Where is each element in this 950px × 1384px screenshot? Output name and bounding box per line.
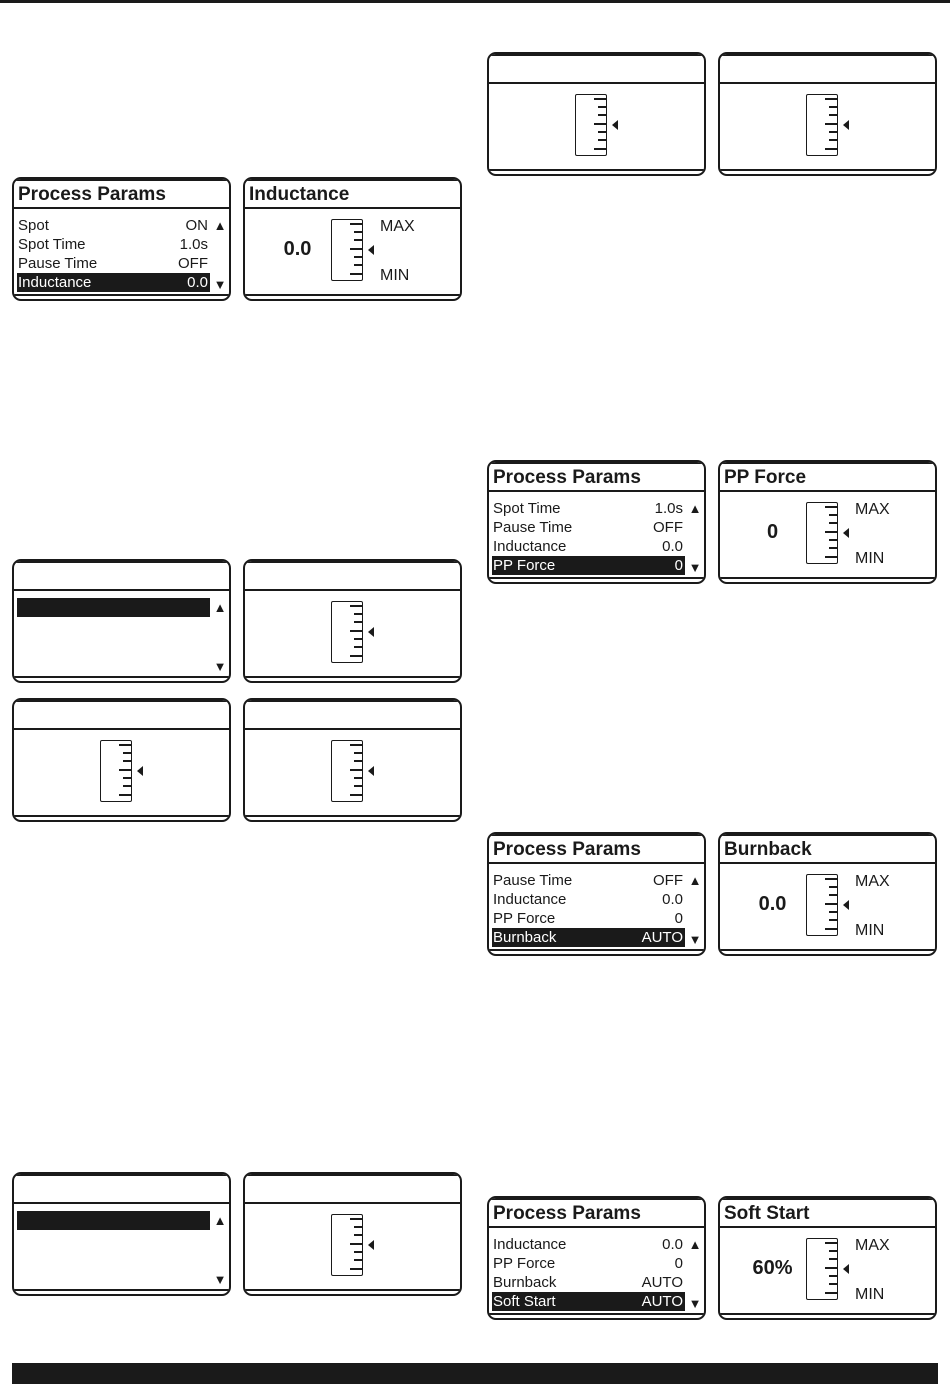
screen-title-empty — [14, 565, 229, 591]
pointer-triangle-icon — [843, 1264, 849, 1274]
process-params-screen — [487, 832, 706, 956]
scale-tick — [350, 769, 362, 771]
screen-title-empty — [14, 1178, 229, 1204]
param-label: Inductance — [493, 538, 567, 555]
scale-tick — [354, 785, 362, 787]
param-value: 1.0s — [179, 236, 208, 253]
screen-title: Process Params — [14, 183, 229, 209]
param-row — [492, 518, 685, 537]
scale-tick — [350, 655, 362, 657]
param-row — [17, 216, 210, 235]
current-value: 0.0 — [758, 893, 787, 915]
scale-tick — [825, 531, 837, 533]
screen-title: Process Params — [489, 466, 704, 492]
process-params-screen — [487, 1196, 706, 1320]
value-dial-screen — [718, 460, 937, 584]
screen-title: PP Force — [720, 466, 935, 492]
scale-tick — [829, 106, 837, 108]
screen-title: Soft Start — [720, 1202, 935, 1228]
down-triangle-icon: ▼ — [213, 277, 227, 292]
param-row-selected — [492, 556, 685, 575]
scale-tick — [825, 148, 837, 150]
value-dial-screen — [718, 1196, 937, 1320]
scale-gauge — [806, 874, 838, 936]
param-value: AUTO — [641, 1293, 683, 1310]
scale-tick — [354, 646, 362, 648]
param-label: Burnback — [493, 1274, 557, 1291]
blank-dial-screen — [718, 52, 937, 176]
scale-tick — [825, 1242, 837, 1244]
top-rule — [0, 0, 950, 3]
param-value: AUTO — [641, 1274, 683, 1291]
scale-tick — [598, 106, 606, 108]
scale-gauge — [331, 219, 363, 281]
param-value: 0 — [674, 910, 683, 927]
param-row — [492, 909, 685, 928]
scale-gauge — [806, 1238, 838, 1300]
scale-gauge — [100, 740, 132, 802]
screen-title-empty — [720, 58, 935, 84]
scale-tick — [354, 1259, 362, 1261]
scale-tick — [829, 1258, 837, 1260]
param-label: Pause Time — [18, 255, 98, 272]
scale-tick — [829, 139, 837, 141]
scale-tick — [354, 1234, 362, 1236]
param-value: OFF — [653, 872, 683, 889]
down-triangle-icon: ▼ — [688, 932, 702, 947]
blank-dial-screen — [487, 52, 706, 176]
scale-tick — [829, 514, 837, 516]
scale-tick — [598, 114, 606, 116]
scale-tick — [829, 547, 837, 549]
param-row — [17, 235, 210, 254]
scale-tick — [825, 1267, 837, 1269]
scale-tick — [829, 114, 837, 116]
param-label: Spot — [18, 217, 49, 234]
pointer-triangle-icon — [368, 766, 374, 776]
param-value: 0.0 — [662, 538, 683, 555]
scale-tick — [354, 231, 362, 233]
scale-tick — [594, 98, 606, 100]
process-params-screen — [487, 460, 706, 584]
scale-gauge — [806, 94, 838, 156]
scale-tick — [825, 903, 837, 905]
screen-title-empty — [245, 1178, 460, 1204]
screen-title: Process Params — [489, 838, 704, 864]
scale-gauge — [331, 1214, 363, 1276]
scale-tick — [354, 760, 362, 762]
pointer-triangle-icon — [843, 900, 849, 910]
scale-tick — [829, 911, 837, 913]
scale-tick — [594, 148, 606, 150]
param-row — [492, 1235, 685, 1254]
scale-tick — [354, 239, 362, 241]
up-triangle-icon: ▲ — [213, 1213, 227, 1228]
param-label: Burnback — [493, 929, 557, 946]
param-value: OFF — [653, 519, 683, 536]
scale-tick — [829, 1250, 837, 1252]
param-value: 0 — [674, 1255, 683, 1272]
param-value: 1.0s — [654, 500, 683, 517]
scale-tick — [354, 1251, 362, 1253]
param-row-selected — [17, 598, 210, 617]
blank-list-screen — [12, 559, 231, 683]
scale-tick — [829, 1283, 837, 1285]
param-row-selected — [17, 273, 210, 292]
scale-tick — [354, 638, 362, 640]
scale-tick — [350, 248, 362, 250]
param-value: 0.0 — [187, 274, 208, 291]
scale-tick — [350, 630, 362, 632]
down-triangle-icon: ▼ — [213, 1272, 227, 1287]
pointer-triangle-icon — [612, 120, 618, 130]
max-label: MAX — [855, 873, 890, 890]
scale-tick — [350, 1243, 362, 1245]
scale-tick — [350, 1268, 362, 1270]
min-label: MIN — [380, 267, 410, 284]
scale-tick — [354, 1226, 362, 1228]
param-value: 0.0 — [662, 1236, 683, 1253]
scale-tick — [829, 539, 837, 541]
max-label: MAX — [855, 501, 890, 518]
screen-title: Process Params — [489, 1202, 704, 1228]
current-value: 0 — [766, 521, 779, 543]
down-triangle-icon: ▼ — [688, 560, 702, 575]
param-label: PP Force — [493, 1255, 556, 1272]
param-value: ON — [185, 217, 208, 234]
scale-tick — [123, 785, 131, 787]
param-row — [492, 871, 685, 890]
scale-tick — [354, 264, 362, 266]
scale-tick — [825, 928, 837, 930]
current-value: 60% — [752, 1257, 793, 1279]
scale-tick — [354, 256, 362, 258]
scale-tick — [350, 1218, 362, 1220]
param-row — [492, 1254, 685, 1273]
screen-title-empty — [489, 58, 704, 84]
pointer-triangle-icon — [368, 1240, 374, 1250]
screen-title-empty — [245, 704, 460, 730]
current-value: 0.0 — [283, 238, 312, 260]
scale-tick — [825, 98, 837, 100]
blank-dial-screen — [243, 1172, 462, 1296]
param-label: Pause Time — [493, 519, 573, 536]
pointer-triangle-icon — [137, 766, 143, 776]
up-triangle-icon: ▲ — [213, 600, 227, 615]
scale-tick — [825, 506, 837, 508]
param-value: 0 — [674, 557, 683, 574]
up-triangle-icon: ▲ — [688, 1237, 702, 1252]
scale-tick — [829, 894, 837, 896]
scale-tick — [825, 123, 837, 125]
scale-tick — [829, 131, 837, 133]
scale-tick — [594, 123, 606, 125]
param-label: Inductance — [493, 891, 567, 908]
param-row — [492, 890, 685, 909]
scale-gauge — [331, 740, 363, 802]
scale-gauge — [575, 94, 607, 156]
min-label: MIN — [855, 922, 885, 939]
min-label: MIN — [855, 1286, 885, 1303]
scale-tick — [350, 273, 362, 275]
scale-tick — [354, 752, 362, 754]
param-label: Inductance — [493, 1236, 567, 1253]
footer-bar — [12, 1363, 938, 1384]
param-row — [17, 254, 210, 273]
scale-tick — [119, 744, 131, 746]
scale-tick — [119, 769, 131, 771]
blank-dial-screen — [243, 559, 462, 683]
param-row — [492, 1273, 685, 1292]
scale-tick — [123, 760, 131, 762]
param-value: OFF — [178, 255, 208, 272]
value-dial-screen — [718, 832, 937, 956]
scale-tick — [350, 605, 362, 607]
scale-tick — [825, 1292, 837, 1294]
param-row-selected — [17, 1211, 210, 1230]
value-dial-screen — [243, 177, 462, 301]
param-label: Pause Time — [493, 872, 573, 889]
scale-tick — [123, 752, 131, 754]
scale-tick — [829, 919, 837, 921]
scale-tick — [354, 621, 362, 623]
down-triangle-icon: ▼ — [688, 1296, 702, 1311]
param-row-selected — [492, 928, 685, 947]
param-row-selected — [492, 1292, 685, 1311]
scale-tick — [598, 139, 606, 141]
blank-dial-screen — [243, 698, 462, 822]
scale-tick — [825, 878, 837, 880]
scale-gauge — [806, 502, 838, 564]
max-label: MAX — [855, 1237, 890, 1254]
param-value: AUTO — [641, 929, 683, 946]
min-label: MIN — [855, 550, 885, 567]
param-row — [492, 499, 685, 518]
scale-tick — [350, 794, 362, 796]
scale-tick — [829, 886, 837, 888]
blank-list-screen — [12, 1172, 231, 1296]
param-label: Spot Time — [493, 500, 561, 517]
pointer-triangle-icon — [843, 120, 849, 130]
param-label: PP Force — [493, 910, 556, 927]
process-params-screen — [12, 177, 231, 301]
up-triangle-icon: ▲ — [688, 501, 702, 516]
up-triangle-icon: ▲ — [688, 873, 702, 888]
pointer-triangle-icon — [368, 627, 374, 637]
down-triangle-icon: ▼ — [213, 659, 227, 674]
scale-gauge — [331, 601, 363, 663]
scale-tick — [123, 777, 131, 779]
scale-tick — [829, 1275, 837, 1277]
param-value: 0.0 — [662, 891, 683, 908]
blank-dial-screen — [12, 698, 231, 822]
pointer-triangle-icon — [843, 528, 849, 538]
scale-tick — [354, 777, 362, 779]
screen-title: Inductance — [245, 183, 460, 209]
max-label: MAX — [380, 218, 415, 235]
screen-title: Burnback — [720, 838, 935, 864]
scale-tick — [829, 522, 837, 524]
param-label: PP Force — [493, 557, 556, 574]
scale-tick — [825, 556, 837, 558]
screen-title-empty — [245, 565, 460, 591]
pointer-triangle-icon — [368, 245, 374, 255]
scale-tick — [354, 613, 362, 615]
param-row — [492, 537, 685, 556]
param-label: Soft Start — [493, 1293, 556, 1310]
scale-tick — [350, 223, 362, 225]
up-triangle-icon: ▲ — [213, 218, 227, 233]
scale-tick — [598, 131, 606, 133]
param-label: Spot Time — [18, 236, 86, 253]
scale-tick — [119, 794, 131, 796]
param-label: Inductance — [18, 274, 92, 291]
scale-tick — [350, 744, 362, 746]
screen-title-empty — [14, 704, 229, 730]
